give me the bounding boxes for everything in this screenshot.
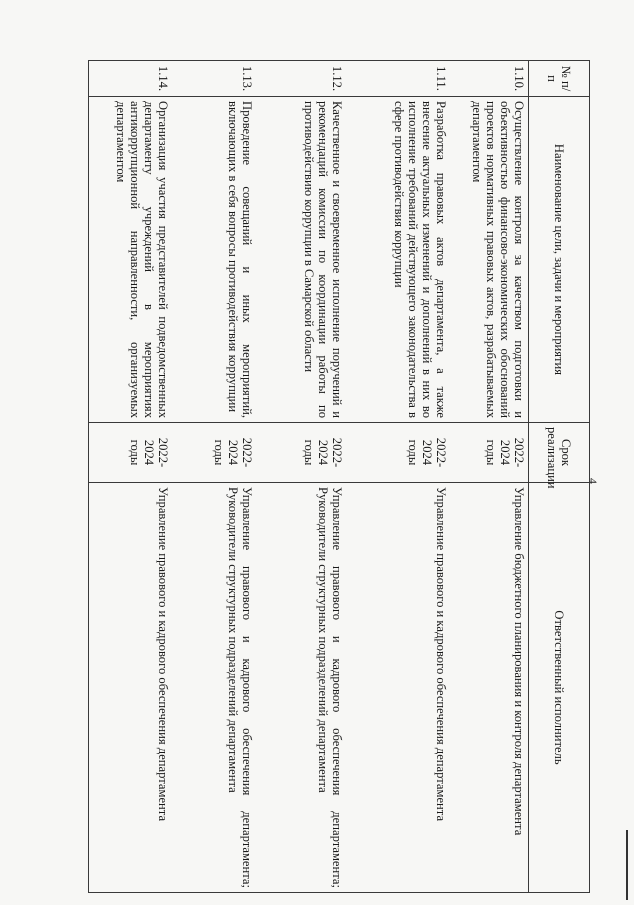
- row-responsible: Управление правового и кадрового обеспечения департамента: [89, 483, 173, 893]
- table-header-row: [529, 61, 590, 893]
- row-name: Осуществление контроля за качеством подготовки и объективностью финансово-экономических обоснований проектов нормативных правовых актов, разрабатываемых департаментом: [451, 97, 529, 423]
- row-num: 1.11.: [347, 61, 451, 97]
- row-num: 1.14.: [89, 61, 173, 97]
- row-num: 1.13.: [173, 61, 257, 97]
- header-term: Срок реализации: [529, 423, 590, 483]
- row-term: 2022-2024 годы: [89, 423, 173, 483]
- row-num: 1.12.: [257, 61, 347, 97]
- row-term: 2022-2024 годы: [173, 423, 257, 483]
- table-row: [257, 61, 347, 893]
- page-number: 4: [586, 478, 600, 484]
- row-responsible: Управление правового и кадрового обеспечения департамента; Руководители структурных подразделений департамента: [173, 483, 257, 893]
- table-row: [451, 61, 529, 893]
- table-row: [89, 61, 173, 893]
- table-row: [173, 61, 257, 893]
- row-term: 2022-2024 годы: [451, 423, 529, 483]
- row-term: 2022-2024 годы: [257, 423, 347, 483]
- measures-table: [88, 60, 590, 893]
- header-responsible: Ответственный исполнитель: [529, 483, 590, 893]
- header-name: Наименование цели, задачи и мероприятия: [529, 97, 590, 423]
- row-name: Разработка правовых актов департамента, а также внесение актуальных изменений и дополнений в них во исполнение требований действующего законодательства в сфере противодействия коррупции: [347, 97, 451, 423]
- row-term: 2022-2024 годы: [347, 423, 451, 483]
- table-row: [347, 61, 451, 893]
- row-responsible: Управление правового и кадрового обеспечения департамента: [347, 483, 451, 893]
- header-num: № п/п: [529, 61, 590, 97]
- scan-edge-mark: [626, 830, 628, 900]
- row-name: Качественное и своевременное исполнение поручений и рекомендаций комиссии по координации работы по противодействию коррупции в Самарской области: [257, 97, 347, 423]
- row-name: Проведение совещаний и иных мероприятий, включающих в себя вопросы противодействия коррупции: [173, 97, 257, 423]
- row-name: Организация участия представителей подведомственных департаменту учреждений в мероприятиях антикоррупционной направленности, организуемых департаментом: [89, 97, 173, 423]
- row-responsible: Управление правового и кадрового обеспечения департамента; Руководители структурных подразделений департамента: [257, 483, 347, 893]
- row-responsible: Управление бюджетного планирования и контроля департамента: [451, 483, 529, 893]
- row-num: 1.10.: [451, 61, 529, 97]
